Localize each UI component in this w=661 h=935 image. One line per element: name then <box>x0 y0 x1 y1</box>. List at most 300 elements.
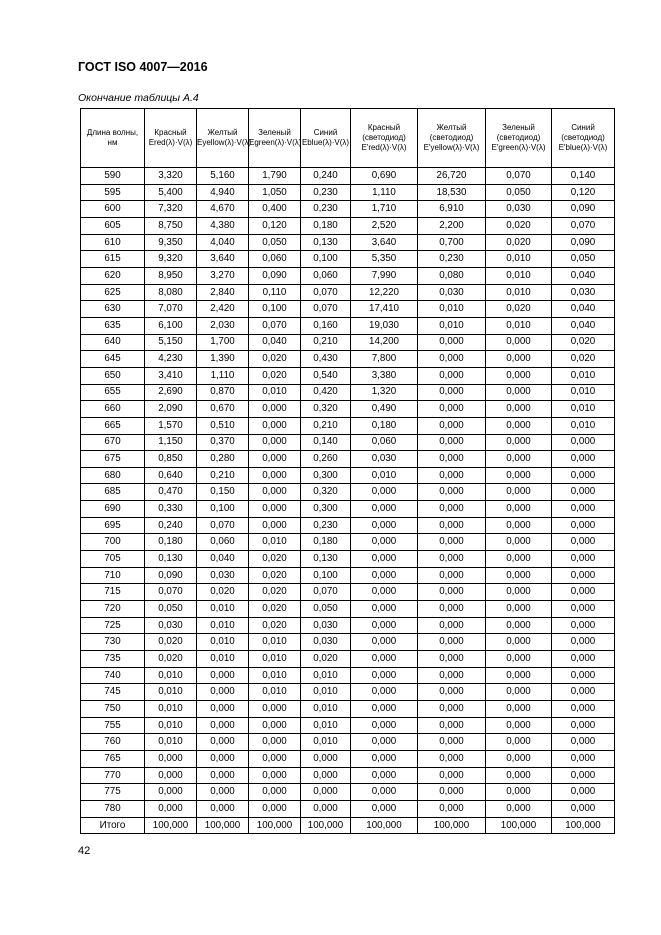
table-cell: 0,000 <box>486 800 552 817</box>
table-cell: 1,570 <box>145 417 197 434</box>
table-cell: 0,040 <box>552 267 615 284</box>
table-cell: 1,390 <box>197 351 249 368</box>
table-cell: 2,200 <box>418 217 486 234</box>
table-cell: 1,110 <box>351 184 418 201</box>
table-cell: 0,000 <box>486 601 552 618</box>
table-cell: 0,000 <box>552 567 615 584</box>
table-cell: 0,000 <box>418 501 486 518</box>
wavelength-cell: 650 <box>81 367 145 384</box>
table-cell: 100,000 <box>418 817 486 834</box>
table-cell: 0,000 <box>486 617 552 634</box>
table-body <box>81 168 615 834</box>
table-row <box>81 301 615 318</box>
header-red-led <box>351 109 418 168</box>
table-cell: 0,000 <box>552 684 615 701</box>
wavelength-cell: 685 <box>81 484 145 501</box>
table-cell: 0,000 <box>351 750 418 767</box>
table-cell: 0,070 <box>301 301 351 318</box>
document-header: ГОСТ ISO 4007—2016 <box>78 60 208 74</box>
table-cell: 0,040 <box>249 334 301 351</box>
table-cell: 0,420 <box>301 384 351 401</box>
table-cell: 0,130 <box>301 551 351 568</box>
table-cell: 0,100 <box>301 251 351 268</box>
header-name: Зеленый <box>258 128 291 137</box>
table-row <box>81 501 615 518</box>
table-cell: 0,100 <box>197 501 249 518</box>
table-cell: 0,000 <box>301 767 351 784</box>
table-cell: 1,790 <box>249 168 301 185</box>
table-row <box>81 251 615 268</box>
table-cell: 0,000 <box>552 434 615 451</box>
table-cell: 0,020 <box>249 567 301 584</box>
header-blue-led <box>552 109 615 168</box>
table-cell: 0,000 <box>418 634 486 651</box>
table-cell: 0,000 <box>351 717 418 734</box>
table-cell: 0,050 <box>552 251 615 268</box>
table-cell: 0,000 <box>197 667 249 684</box>
table-cell: 0,000 <box>418 367 486 384</box>
table-cell: 8,080 <box>145 284 197 301</box>
table-cell: 0,000 <box>351 617 418 634</box>
wavelength-cell: 780 <box>81 800 145 817</box>
table-cell: 0,010 <box>249 651 301 668</box>
table-cell: 0,000 <box>249 401 301 418</box>
table-cell: 5,400 <box>145 184 197 201</box>
header-green <box>249 109 301 168</box>
table-cell: 0,000 <box>486 734 552 751</box>
header-formula: Eblue(λ)·V(λ) <box>301 138 350 147</box>
table-cell: 0,000 <box>351 534 418 551</box>
wavelength-cell: 765 <box>81 750 145 767</box>
header-wavelength <box>81 109 145 168</box>
table-cell: 0,000 <box>552 467 615 484</box>
table-cell: 0,300 <box>301 467 351 484</box>
table-cell: 26,720 <box>418 168 486 185</box>
table-cell: 0,000 <box>351 484 418 501</box>
wavelength-cell: 700 <box>81 534 145 551</box>
table-cell: 0,000 <box>486 667 552 684</box>
table-cell: 0,000 <box>418 717 486 734</box>
table-row <box>81 451 615 468</box>
table-cell: 0,000 <box>418 800 486 817</box>
table-row <box>81 467 615 484</box>
table-cell: 0,090 <box>552 201 615 218</box>
table-cell: 0,000 <box>351 701 418 718</box>
table-cell: 100,000 <box>197 817 249 834</box>
table-cell: 0,000 <box>249 800 301 817</box>
table-cell: 0,000 <box>552 750 615 767</box>
table-cell: 0,000 <box>552 584 615 601</box>
table-cell: 0,010 <box>145 717 197 734</box>
table-cell: 0,000 <box>552 800 615 817</box>
header-formula: Ered(λ)·V(λ) <box>148 138 193 147</box>
wavelength-cell: 770 <box>81 767 145 784</box>
table-cell: 0,180 <box>301 217 351 234</box>
table-cell: 0,000 <box>197 701 249 718</box>
table-cell: 0,000 <box>418 484 486 501</box>
table-cell: 0,150 <box>197 484 249 501</box>
table-cell: 0,090 <box>249 267 301 284</box>
table-cell: 0,000 <box>418 701 486 718</box>
table-cell: 0,540 <box>301 367 351 384</box>
table-cell: 0,000 <box>351 667 418 684</box>
table-cell: 2,420 <box>197 301 249 318</box>
table-cell: 0,020 <box>486 301 552 318</box>
table-cell: 0,010 <box>552 417 615 434</box>
table-cell: 0,010 <box>249 534 301 551</box>
table-cell: 0,020 <box>552 334 615 351</box>
table-cell: 1,320 <box>351 384 418 401</box>
table-cell: 0,010 <box>351 467 418 484</box>
table-cell: 0,000 <box>552 617 615 634</box>
wavelength-cell: 740 <box>81 667 145 684</box>
table-cell: 0,160 <box>301 317 351 334</box>
table-cell: 0,000 <box>351 651 418 668</box>
table-cell: 0,010 <box>249 684 301 701</box>
table-cell: 3,640 <box>197 251 249 268</box>
table-cell: 0,000 <box>197 800 249 817</box>
table-cell: 4,670 <box>197 201 249 218</box>
table-cell: 0,030 <box>552 284 615 301</box>
table-cell: 0,000 <box>486 451 552 468</box>
table-cell: 0,000 <box>552 484 615 501</box>
table-row <box>81 517 615 534</box>
table-cell: 0,000 <box>197 784 249 801</box>
table-cell: 0,000 <box>418 651 486 668</box>
header-formula: Eyellow(λ)·V(λ) <box>197 138 252 147</box>
table-cell: 5,160 <box>197 168 249 185</box>
wavelength-cell: 665 <box>81 417 145 434</box>
table-cell: 0,000 <box>486 334 552 351</box>
table-cell: 1,150 <box>145 434 197 451</box>
table-cell: 0,010 <box>249 384 301 401</box>
table-cell: 0,000 <box>418 534 486 551</box>
table-cell: 0,870 <box>197 384 249 401</box>
table-cell: 0,000 <box>486 351 552 368</box>
table-cell: 0,070 <box>301 584 351 601</box>
table-cell: 0,060 <box>197 534 249 551</box>
table-cell: 0,210 <box>301 417 351 434</box>
table-cell: 0,010 <box>301 734 351 751</box>
table-cell: 0,000 <box>197 750 249 767</box>
table-cell: 0,030 <box>351 451 418 468</box>
table-cell: 0,000 <box>486 784 552 801</box>
wavelength-cell: 725 <box>81 617 145 634</box>
header-formula: E'blue(λ)·V(λ) <box>558 143 608 152</box>
table-cell: 0,000 <box>197 767 249 784</box>
table-row <box>81 667 615 684</box>
header-yellow-led <box>418 109 486 168</box>
table-cell: 3,640 <box>351 234 418 251</box>
header-green-led <box>486 109 552 168</box>
table-cell: 0,010 <box>197 601 249 618</box>
table-cell: 0,000 <box>486 767 552 784</box>
table-cell: 0,010 <box>301 667 351 684</box>
table-cell: 0,000 <box>486 434 552 451</box>
table-row <box>81 567 615 584</box>
table-cell: 0,100 <box>301 567 351 584</box>
table-cell: 0,010 <box>145 667 197 684</box>
table-cell: 100,000 <box>351 817 418 834</box>
table-row <box>81 384 615 401</box>
table-cell: 0,020 <box>145 651 197 668</box>
table-cell: 0,070 <box>301 284 351 301</box>
table-row <box>81 217 615 234</box>
table-cell: 0,000 <box>418 567 486 584</box>
table-cell: 0,000 <box>486 501 552 518</box>
header-name: Зеленый (светодиод) <box>496 123 541 142</box>
table-cell: 0,000 <box>486 384 552 401</box>
table-row <box>81 684 615 701</box>
table-cell: 0,000 <box>145 784 197 801</box>
table-cell: 0,060 <box>351 434 418 451</box>
table-cell: 0,000 <box>552 784 615 801</box>
table-cell: 17,410 <box>351 301 418 318</box>
table-row <box>81 234 615 251</box>
wavelength-cell: 750 <box>81 701 145 718</box>
header-name: Желтый <box>207 128 238 137</box>
wavelength-cell: 675 <box>81 451 145 468</box>
table-cell: 2,690 <box>145 384 197 401</box>
table-cell: 0,000 <box>197 684 249 701</box>
table-cell: 0,000 <box>249 734 301 751</box>
table-cell: 0,120 <box>552 184 615 201</box>
table-cell: 0,000 <box>486 634 552 651</box>
table-cell: 0,070 <box>552 217 615 234</box>
table-cell: 0,030 <box>145 617 197 634</box>
table-row <box>81 617 615 634</box>
table-cell: 0,000 <box>552 734 615 751</box>
table-cell: 0,700 <box>418 234 486 251</box>
table-cell: 7,990 <box>351 267 418 284</box>
table-cell: 0,090 <box>145 567 197 584</box>
table-cell: 0,010 <box>301 684 351 701</box>
table-cell: 0,000 <box>197 717 249 734</box>
wavelength-cell: 775 <box>81 784 145 801</box>
table-cell: 0,000 <box>418 784 486 801</box>
table-cell: 0,030 <box>418 284 486 301</box>
table-cell: 2,520 <box>351 217 418 234</box>
table-cell: 0,000 <box>145 800 197 817</box>
table-cell: 0,320 <box>301 484 351 501</box>
table-cell: 0,010 <box>197 617 249 634</box>
table-cell: 5,150 <box>145 334 197 351</box>
table-cell: 0,020 <box>249 617 301 634</box>
table-row <box>81 784 615 801</box>
table-row <box>81 800 615 817</box>
table-cell: 0,000 <box>249 451 301 468</box>
table-cell: 0,000 <box>351 684 418 701</box>
table-cell: 0,000 <box>351 551 418 568</box>
wavelength-cell: 630 <box>81 301 145 318</box>
table-cell: 100,000 <box>486 817 552 834</box>
table-cell: 0,030 <box>301 634 351 651</box>
table-cell: 0,000 <box>552 551 615 568</box>
table-cell: 0,000 <box>486 401 552 418</box>
table-row <box>81 767 615 784</box>
table-cell: 0,000 <box>249 767 301 784</box>
table-cell: 0,000 <box>351 601 418 618</box>
wavelength-cell: 600 <box>81 201 145 218</box>
table-cell: 0,000 <box>486 534 552 551</box>
table-cell: 0,050 <box>301 601 351 618</box>
wavelength-cell: 660 <box>81 401 145 418</box>
table-cell: 4,230 <box>145 351 197 368</box>
table-cell: 0,020 <box>249 551 301 568</box>
table-cell: 0,000 <box>486 584 552 601</box>
table-cell: 0,010 <box>486 251 552 268</box>
table-cell: 0,060 <box>301 267 351 284</box>
table-row <box>81 401 615 418</box>
table-cell: 0,000 <box>486 567 552 584</box>
table-cell: 1,700 <box>197 334 249 351</box>
table-cell: 0,000 <box>145 750 197 767</box>
table-cell: 2,030 <box>197 317 249 334</box>
wavelength-cell: Итого <box>81 817 145 834</box>
wavelength-cell: 695 <box>81 517 145 534</box>
table-cell: 0,000 <box>249 467 301 484</box>
table-cell: 0,000 <box>351 501 418 518</box>
table-cell: 100,000 <box>552 817 615 834</box>
wavelength-cell: 710 <box>81 567 145 584</box>
table-cell: 0,640 <box>145 467 197 484</box>
table-cell: 0,000 <box>249 701 301 718</box>
table-cell: 0,040 <box>197 551 249 568</box>
table-cell: 0,010 <box>249 634 301 651</box>
table-cell: 0,010 <box>418 301 486 318</box>
table-cell: 0,000 <box>418 684 486 701</box>
table-row <box>81 750 615 767</box>
table-cell: 0,230 <box>301 201 351 218</box>
table-cell: 0,030 <box>301 617 351 634</box>
table-cell: 8,950 <box>145 267 197 284</box>
table-row <box>81 317 615 334</box>
table-cell: 0,010 <box>145 701 197 718</box>
table-cell: 0,020 <box>486 217 552 234</box>
table-cell: 0,000 <box>486 750 552 767</box>
table-cell: 0,040 <box>552 301 615 318</box>
header-name: Синий <box>313 128 338 137</box>
table-cell: 0,370 <box>197 434 249 451</box>
table-cell: 0,010 <box>145 684 197 701</box>
table-cell: 0,020 <box>249 584 301 601</box>
wavelength-cell: 705 <box>81 551 145 568</box>
table-cell: 0,020 <box>145 634 197 651</box>
table-cell: 0,000 <box>552 667 615 684</box>
header-name: Длина волны, нм <box>86 128 139 147</box>
table-cell: 0,010 <box>249 667 301 684</box>
table-cell: 0,040 <box>552 317 615 334</box>
table-cell: 0,000 <box>351 800 418 817</box>
table-row <box>81 168 615 185</box>
table-cell: 0,020 <box>249 601 301 618</box>
table-cell: 3,320 <box>145 168 197 185</box>
wavelength-cell: 620 <box>81 267 145 284</box>
table-cell: 4,380 <box>197 217 249 234</box>
table-cell: 0,000 <box>249 517 301 534</box>
table-cell: 0,180 <box>145 534 197 551</box>
table-cell: 0,140 <box>552 168 615 185</box>
table-cell: 0,010 <box>301 717 351 734</box>
table-cell: 100,000 <box>301 817 351 834</box>
table-cell: 0,000 <box>552 701 615 718</box>
table-cell: 0,000 <box>418 601 486 618</box>
table-cell: 0,000 <box>552 534 615 551</box>
table-cell: 0,000 <box>486 701 552 718</box>
table-row <box>81 651 615 668</box>
table-cell: 0,230 <box>418 251 486 268</box>
table-cell: 0,000 <box>552 517 615 534</box>
table-row <box>81 634 615 651</box>
table-cell: 0,000 <box>249 784 301 801</box>
table-cell: 4,040 <box>197 234 249 251</box>
table-cell: 0,240 <box>301 168 351 185</box>
table-cell: 0,000 <box>486 467 552 484</box>
table-cell: 5,350 <box>351 251 418 268</box>
table-cell: 0,120 <box>249 217 301 234</box>
header-formula: E'yellow(λ)·V(λ) <box>423 143 480 152</box>
wavelength-cell: 715 <box>81 584 145 601</box>
table-cell: 3,270 <box>197 267 249 284</box>
table-cell: 0,000 <box>249 434 301 451</box>
table-cell: 0,140 <box>301 434 351 451</box>
wavelength-cell: 640 <box>81 334 145 351</box>
table-cell: 100,000 <box>145 817 197 834</box>
wavelength-cell: 610 <box>81 234 145 251</box>
table-cell: 0,070 <box>249 317 301 334</box>
table-cell: 1,110 <box>197 367 249 384</box>
page-number: 42 <box>78 845 91 857</box>
table-cell: 0,000 <box>351 634 418 651</box>
table-cell: 0,000 <box>418 451 486 468</box>
table-cell: 0,000 <box>301 784 351 801</box>
table-cell: 0,000 <box>197 734 249 751</box>
table-cell: 0,130 <box>145 551 197 568</box>
table-cell: 0,050 <box>486 184 552 201</box>
table-cell: 100,000 <box>249 817 301 834</box>
table-cell: 0,000 <box>418 517 486 534</box>
header-formula: Egreen(λ)·V(λ) <box>249 138 302 147</box>
header-yellow <box>197 109 252 168</box>
table-cell: 0,000 <box>351 517 418 534</box>
table-cell: 0,010 <box>486 317 552 334</box>
table-cell: 0,000 <box>418 384 486 401</box>
table-cell: 0,010 <box>197 651 249 668</box>
header-name: Желтый (светодиод) <box>429 123 474 142</box>
table-cell: 0,070 <box>197 517 249 534</box>
table-cell: 19,030 <box>351 317 418 334</box>
table-cell: 0,210 <box>301 334 351 351</box>
table-cell: 6,910 <box>418 201 486 218</box>
table-cell: 0,000 <box>418 617 486 634</box>
table-cell: 0,000 <box>486 417 552 434</box>
table-cell: 9,320 <box>145 251 197 268</box>
table-cell: 0,690 <box>351 168 418 185</box>
table-row <box>81 584 615 601</box>
table-cell: 0,030 <box>486 201 552 218</box>
wavelength-cell: 615 <box>81 251 145 268</box>
table-cell: 0,430 <box>301 351 351 368</box>
header-formula: E'green(λ)·V(λ) <box>491 143 546 152</box>
wavelength-cell: 755 <box>81 717 145 734</box>
table-cell: 0,400 <box>249 201 301 218</box>
table-row <box>81 534 615 551</box>
table-cell: 0,490 <box>351 401 418 418</box>
header-name: Красный <box>154 128 187 137</box>
wavelength-cell: 625 <box>81 284 145 301</box>
table-cell: 0,000 <box>486 517 552 534</box>
table-cell: 0,000 <box>249 750 301 767</box>
